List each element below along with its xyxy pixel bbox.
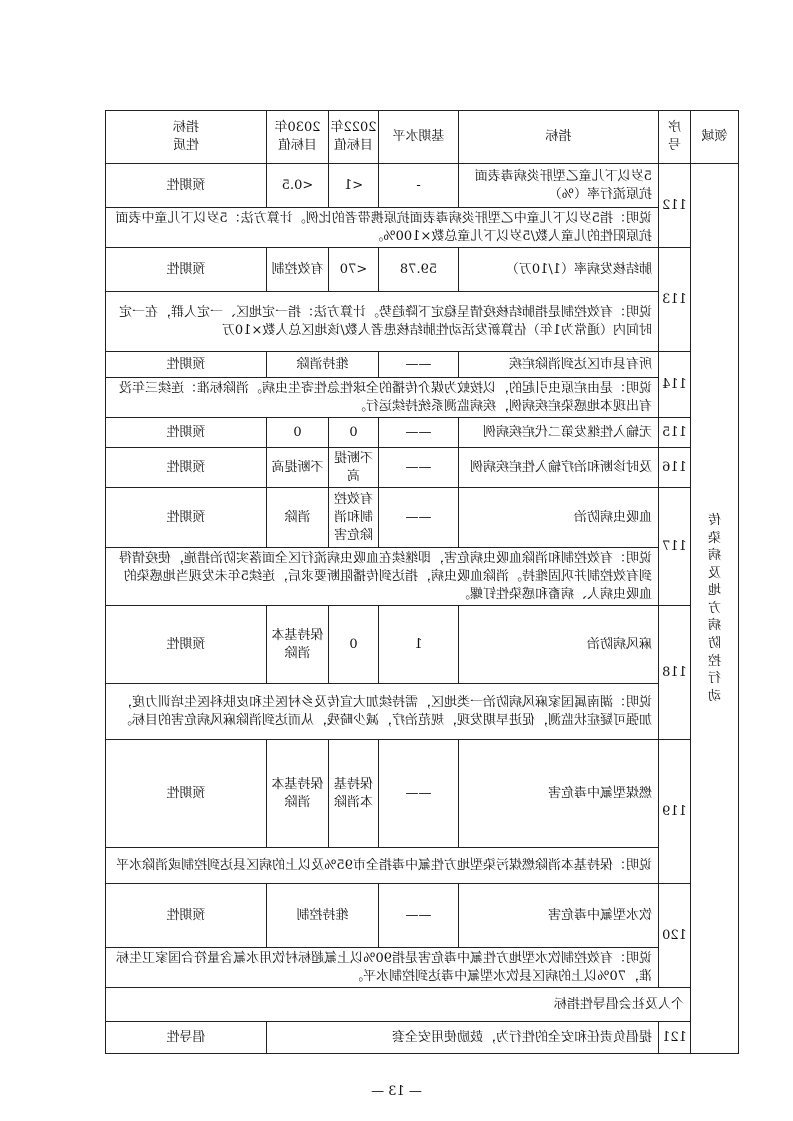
table-row xyxy=(106,448,739,488)
indicator-121: 提倡负责任和安全的性行为，鼓励使用安全套 xyxy=(267,1022,659,1054)
header-2022-line1: 2022年 xyxy=(330,120,377,136)
field-char: 病 xyxy=(708,618,722,634)
note-114: 说明：是由疟原虫引起的，以按蚊为媒介传播的全球性急性寄生虫病。消除标准：连续三年没有出现本地感染疟疾病例，疾病监测系统持续运行。 xyxy=(106,378,659,418)
target-merged-120: 维持控制 xyxy=(267,884,379,948)
seq-117: 117 xyxy=(659,488,691,606)
indicator-115: 无输入性继发第二代疟疾病例 xyxy=(459,418,659,448)
target2022-113: <70 xyxy=(329,248,379,292)
field-char: 病 xyxy=(708,548,722,564)
nature-117: 预期性 xyxy=(106,488,267,548)
table-row xyxy=(106,248,739,292)
field-char: 及 xyxy=(708,565,722,581)
header-2030-line2: 目标值 xyxy=(278,138,318,153)
note-112: 说明：指5岁以下儿童中乙型肝炎病毒表面抗原携带者的比例。计算方法：5岁以下儿童中表面抗原阳性的儿童人数/5岁以下儿童总数×100%。 xyxy=(106,208,659,248)
field-char: 行 xyxy=(708,671,722,687)
header-2030-line1: 2030年 xyxy=(274,120,321,136)
header-baseline: 基期水平 xyxy=(379,111,459,164)
table-header-row xyxy=(106,111,739,164)
header-nature xyxy=(106,111,267,164)
indicator-120: 饮水型氟中毒危害 xyxy=(459,884,659,948)
field-char: 动 xyxy=(708,688,722,704)
section-row xyxy=(106,988,739,1022)
field-char: 染 xyxy=(708,530,722,546)
section-title: 个人及社会倡导性指标 xyxy=(106,988,691,1022)
field-char: 方 xyxy=(708,600,722,616)
header-seq-line1: 序 xyxy=(668,120,682,136)
note-row xyxy=(106,684,739,740)
indicator-113: 肺结核发病率（1/10万） xyxy=(459,248,659,292)
field-char: 地 xyxy=(708,583,722,599)
target2030-112: <0.5 xyxy=(267,164,329,208)
baseline-118: 1 xyxy=(379,606,459,684)
target2030-119: 保持基本消除 xyxy=(267,740,329,848)
baseline-114: —— xyxy=(379,352,459,378)
note-row xyxy=(106,208,739,248)
header-nature-line2: 性质 xyxy=(173,138,200,153)
target2022-117: 有效控制和消除危害 xyxy=(329,488,379,548)
table-row xyxy=(106,740,739,848)
header-2022 xyxy=(329,111,379,164)
nature-114: 预期性 xyxy=(106,352,267,378)
header-indicator: 指标 xyxy=(459,111,659,164)
note-119: 说明：保持基本消除燃煤污染型地方性氟中毒指全市95%及以上的病区县达到控制或消除水平 xyxy=(106,848,659,884)
field-char: 控 xyxy=(708,653,722,669)
seq-121: 121 xyxy=(659,1022,691,1054)
target2030-113: 有效控制 xyxy=(267,248,329,292)
nature-116: 预期性 xyxy=(106,448,267,488)
note-117: 说明：有效控制和消除血吸虫病危害，即继续在血吸虫病流行区全面落实防治措施，使疫情得到有效控制并巩固维持。消除血吸虫病，指达到传播阻断要求后，连续5年未发现当地感染的血吸虫病人、病畜和感染性钉螺。 xyxy=(106,548,659,606)
indicator-116: 及时诊断和治疗输入性疟疾病例 xyxy=(459,448,659,488)
seq-113: 113 xyxy=(659,248,691,352)
target2022-116: 不断提高 xyxy=(329,448,379,488)
baseline-117: —— xyxy=(379,488,459,548)
header-nature-line1: 指标 xyxy=(173,120,200,136)
indicator-117: 血吸虫病防治 xyxy=(459,488,659,548)
baseline-120: —— xyxy=(379,884,459,948)
table-row xyxy=(106,1022,739,1054)
target2022-112: <1 xyxy=(329,164,379,208)
nature-115: 预期性 xyxy=(106,418,267,448)
seq-120: 120 xyxy=(659,884,691,988)
target2030-115: 0 xyxy=(267,418,329,448)
page-number: — 13 — xyxy=(371,1084,422,1099)
baseline-113: 59.78 xyxy=(379,248,459,292)
header-2030 xyxy=(267,111,329,164)
field-cell xyxy=(691,164,739,1054)
note-row xyxy=(106,948,739,988)
nature-118: 预期性 xyxy=(106,606,267,684)
baseline-112: - xyxy=(379,164,459,208)
target2022-115: 0 xyxy=(329,418,379,448)
indicator-112: 5岁以下儿童乙型肝炎病毒表面抗原流行率（%） xyxy=(459,164,659,208)
seq-119: 119 xyxy=(659,740,691,884)
baseline-115: —— xyxy=(379,418,459,448)
table-row xyxy=(106,606,739,684)
note-row xyxy=(106,548,739,606)
table-row xyxy=(106,418,739,448)
seq-112: 112 xyxy=(659,164,691,248)
nature-112: 预期性 xyxy=(106,164,267,208)
nature-120: 预期性 xyxy=(106,884,267,948)
note-row xyxy=(106,848,739,884)
nature-119: 预期性 xyxy=(106,740,267,848)
table-row xyxy=(106,352,739,378)
target2030-118: 保持基本消除 xyxy=(267,606,329,684)
field-char: 防 xyxy=(708,636,722,651)
seq-116: 116 xyxy=(659,448,691,488)
baseline-116: —— xyxy=(379,448,459,488)
header-seq xyxy=(659,111,691,164)
note-row xyxy=(106,292,739,352)
header-field: 领域 xyxy=(691,111,739,164)
indicator-119: 燃煤型氟中毒危害 xyxy=(459,740,659,848)
nature-121: 倡导性 xyxy=(106,1022,267,1054)
table-row xyxy=(106,164,739,208)
note-row xyxy=(106,378,739,418)
table-row xyxy=(106,488,739,548)
indicator-118: 麻风病防治 xyxy=(459,606,659,684)
target2030-116: 不断提高 xyxy=(267,448,329,488)
header-2022-line2: 目标值 xyxy=(334,138,374,153)
target2030-117: 消除 xyxy=(267,488,329,548)
note-113: 说明：有效控制是指肺结核疫情呈稳定下降趋势。计算方法：指一定地区、一定人群，在一定时间内（通常为1年）估算新发活动性肺结核患者人数/该地区总人数×10万 xyxy=(106,292,659,352)
field-char: 传 xyxy=(708,513,722,529)
seq-115: 115 xyxy=(659,418,691,448)
note-118: 说明：湖南属国家麻风病防治一类地区，需持续加大宣传及乡村医生和皮肤科医生培训力度，加强可疑症状监测，促进早期发现，规范治疗，减少畸残，从而达到消除麻风病危害的目标。 xyxy=(106,684,659,740)
seq-118: 118 xyxy=(659,606,691,740)
header-seq-line2: 号 xyxy=(668,138,682,153)
target-merged-114: 维持消除 xyxy=(267,352,379,378)
target2022-118: 0 xyxy=(329,606,379,684)
note-120: 说明：有效控制饮水型地方性氟中毒危害是指90%以上氟超标村饮用水氟含量符合国家卫生标准，70%以上的病区县饮水型氟中毒达到控制水平。 xyxy=(106,948,659,988)
target2022-119: 保持基本消除 xyxy=(329,740,379,848)
table-row xyxy=(106,884,739,948)
nature-113: 预期性 xyxy=(106,248,267,292)
baseline-119: —— xyxy=(379,740,459,848)
indicator-114: 所有县市区达到消除疟疾 xyxy=(459,352,659,378)
indicator-table xyxy=(105,110,739,1054)
seq-114: 114 xyxy=(659,352,691,418)
